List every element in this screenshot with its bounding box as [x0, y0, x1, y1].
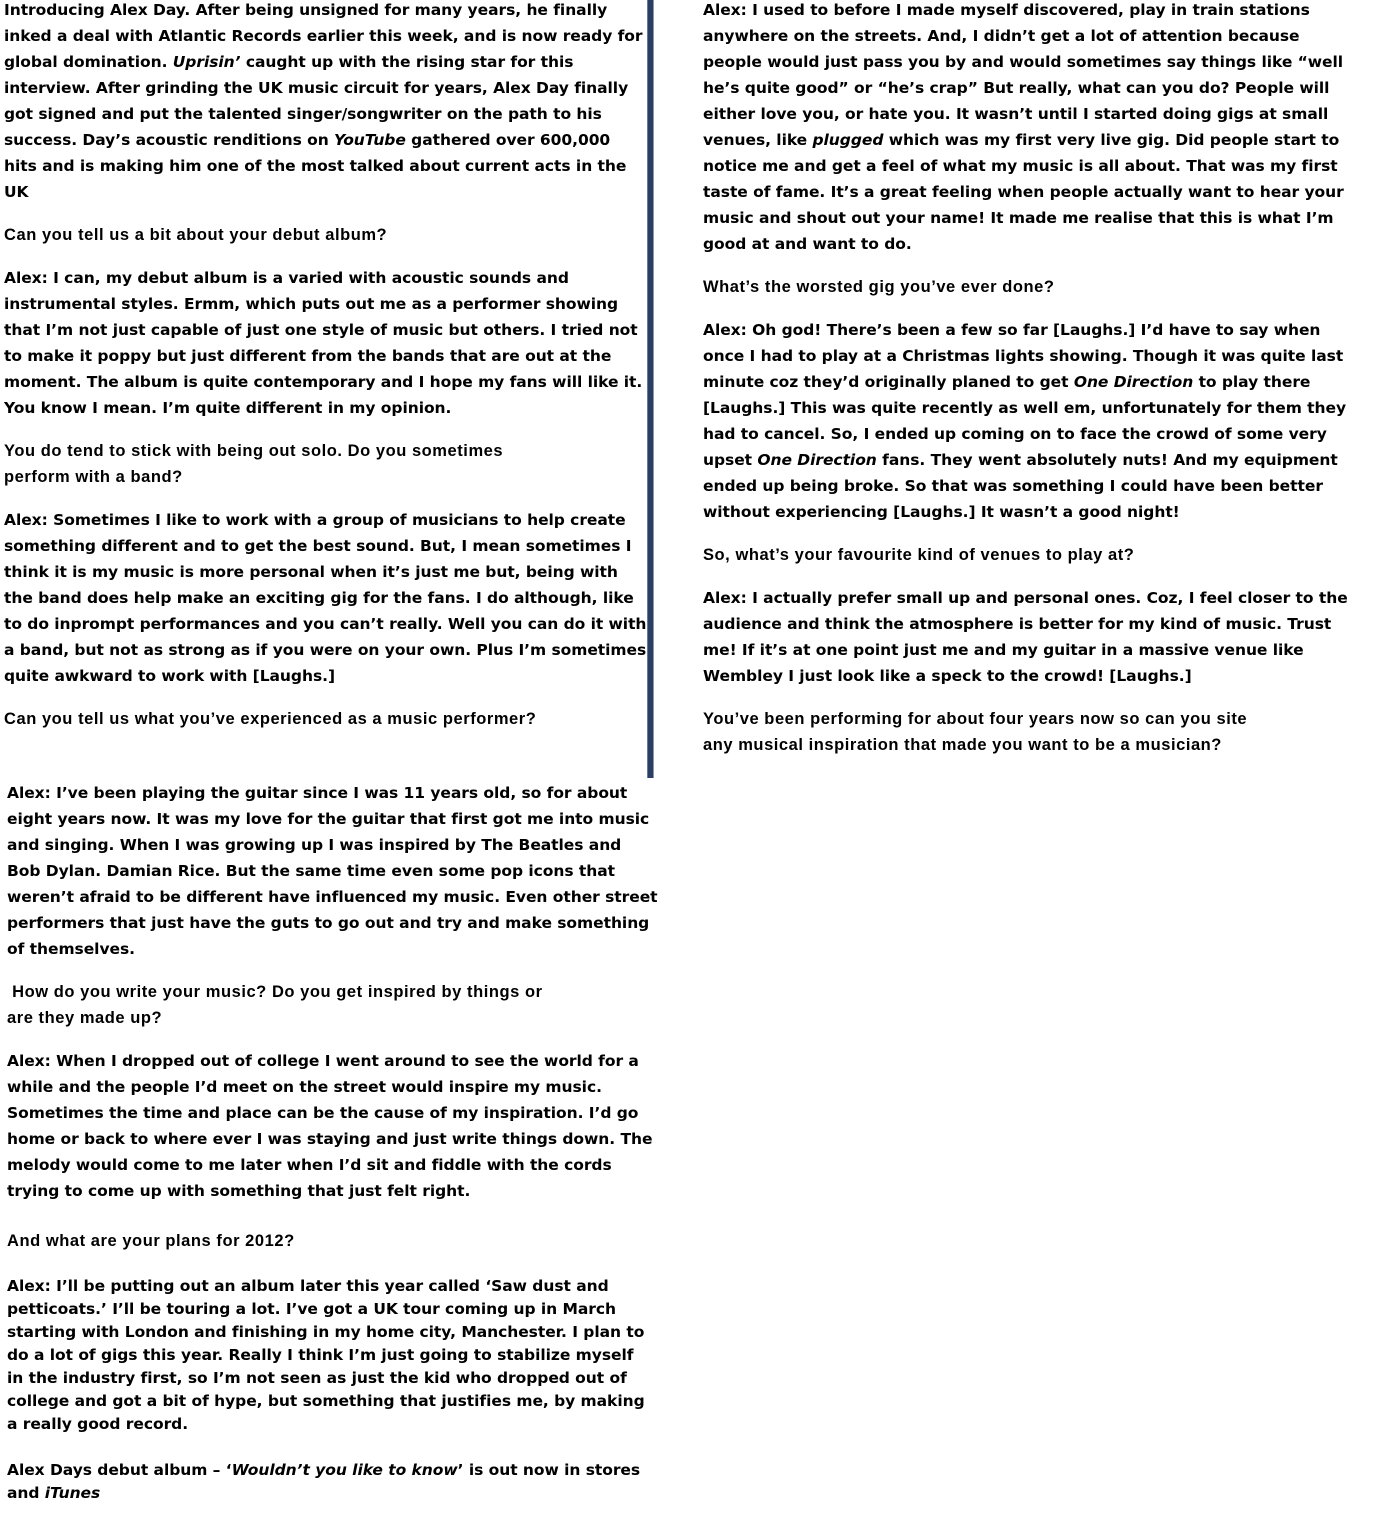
- text-line: that I’m not just capable of just one style of music but others. I tried not: [4, 321, 638, 339]
- text-line: people would just pass you by and would sometimes say things like “well: [703, 53, 1344, 71]
- answer-solo-band: [4, 507, 646, 689]
- answer-write-music: [7, 1048, 652, 1204]
- text-line: to do inprompt performances and you can’t really. Well you can do it with: [4, 615, 647, 633]
- intro-paragraph: [4, 0, 643, 205]
- text-line: Alex Days debut album – ‘Wouldn’t you like to know’ is out now in stores: [7, 1461, 641, 1479]
- italic-title: One Direction: [757, 451, 877, 469]
- closing-note: [7, 1459, 640, 1505]
- text-line: in the industry first, so I’m not seen as just the kid who dropped out of: [7, 1369, 627, 1387]
- question-musical-inspiration: [703, 706, 1247, 758]
- question-line: Can you tell us a bit about your debut album?: [4, 226, 388, 244]
- text-line: Bob Dylan. Damian Rice. But the same time even some pop icons that: [7, 862, 616, 880]
- text-line: interview. After grinding the UK music circuit for years, Alex Day finally: [4, 79, 629, 97]
- text-line: UK: [4, 183, 29, 201]
- question-worst-gig: [703, 274, 1054, 300]
- text-line: do a lot of gigs this year. Really I think I’m just going to stabilize myself: [7, 1346, 634, 1364]
- column-divider: [647, 0, 654, 778]
- text-line: trying to come up with something that just felt right.: [7, 1182, 471, 1200]
- text-line: notice me and get a feel of what my music is all about. That was my first: [703, 157, 1338, 175]
- text-line: instrumental styles. Ermm, which puts out me as a performer showing: [4, 295, 619, 313]
- text-line: Alex: Oh god! There’s been a few so far [Laughs.] I’d have to say when: [703, 321, 1321, 339]
- text-line: moment. The album is quite contemporary and I hope my fans will like it.: [4, 373, 643, 391]
- text-line: taste of fame. It’s a great feeling when people actually want to hear your: [703, 183, 1344, 201]
- text-line: petticoats.’ I’ll be touring a lot. I’ve got a UK tour coming up in March: [7, 1300, 617, 1318]
- text-line: something different and to get the best sound. But, I mean sometimes I: [4, 537, 632, 555]
- text-line: to make it poppy but just different from the bands that are out at the: [4, 347, 612, 365]
- text-line: inked a deal with Atlantic Records earlier this week, and is now ready for: [4, 27, 643, 45]
- text-line: eight years now. It was my love for the guitar that first got me into music: [7, 810, 650, 828]
- italic-title: Uprisin’: [172, 53, 241, 71]
- text-line: global domination. Uprisin’ caught up with the rising star for this: [4, 53, 574, 71]
- question-line: Can you tell us what you’ve experienced as a music performer?: [4, 710, 537, 728]
- text-line: venues, like plugged which was my first very live gig. Did people start to: [703, 131, 1340, 149]
- answer-experience: [7, 780, 658, 962]
- text-line: had to cancel. So, I ended up coming on to face the crowd of some very: [703, 425, 1327, 443]
- text-line: a really good record.: [7, 1415, 189, 1433]
- text-line: Alex: I can, my debut album is a varied with acoustic sounds and: [4, 269, 569, 287]
- text-line: and singing. When I was growing up I was inspired by The Beatles and: [7, 836, 622, 854]
- text-line: Alex: I used to before I made myself discovered, play in train stations: [703, 1, 1310, 19]
- text-line: a band, but not as strong as if you were on your own. Plus I’m sometimes: [4, 641, 647, 659]
- text-line: either love you, or hate you. It wasn’t until I started doing gigs at small: [703, 105, 1329, 123]
- text-line: anywhere on the streets. And, I didn’t get a lot of attention because: [703, 27, 1300, 45]
- text-line: while and the people I’d meet on the street would inspire my music.: [7, 1078, 602, 1096]
- question-experience: [4, 706, 536, 732]
- question-solo-band: [4, 438, 503, 490]
- answer-worst-gig: [703, 317, 1346, 525]
- text-line: once I had to play at a Christmas lights showing. Though it was quite last: [703, 347, 1344, 365]
- question-favourite-venues: [703, 542, 1134, 568]
- text-line: Alex: I’ve been playing the guitar since I was 11 years old, so for about: [7, 784, 628, 802]
- question-line: And what are your plans for 2012?: [7, 1232, 295, 1250]
- text-line: hits and is making him one of the most talked about current acts in the: [4, 157, 627, 175]
- text-line: [Laughs.] This was quite recently as well em, unfortunately for them they: [703, 399, 1347, 417]
- text-line: melody would come to me later when I’d sit and fiddle with the cords: [7, 1156, 612, 1174]
- question-write-music: [7, 979, 543, 1031]
- text-line: Alex: When I dropped out of college I went around to see the world for a: [7, 1052, 639, 1070]
- question-line: are they made up?: [7, 1009, 163, 1027]
- text-line: and iTunes: [7, 1484, 101, 1502]
- text-line: You know I mean. I’m quite different in my opinion.: [4, 399, 452, 417]
- text-line: Sometimes the time and place can be the cause of my inspiration. I’d go: [7, 1104, 639, 1122]
- text-line: upset One Direction fans. They went absolutely nuts! And my equipment: [703, 451, 1338, 469]
- text-line: performers that just have the guts to go out and try and make something: [7, 914, 650, 932]
- text-line: got signed and put the talented singer/songwriter on the path to his: [4, 105, 602, 123]
- text-line: good at and want to do.: [703, 235, 912, 253]
- text-line: Alex: I actually prefer small up and personal ones. Coz, I feel closer to the: [703, 589, 1348, 607]
- answer-debut-album: [4, 265, 642, 421]
- answer-experience-continued: [703, 0, 1344, 257]
- question-debut-album: [4, 222, 387, 248]
- question-line: So, what’s your favourite kind of venues to play at?: [703, 546, 1135, 564]
- question-line: any musical inspiration that made you want to be a musician?: [703, 736, 1222, 754]
- question-line: How do you write your music? Do you get inspired by things or: [7, 983, 543, 1001]
- text-line: me! If it’s at one point just me and my guitar in a massive venue like: [703, 641, 1304, 659]
- question-line: You’ve been performing for about four years now so can you site: [703, 710, 1248, 728]
- italic-title: iTunes: [44, 1484, 101, 1502]
- question-line: You do tend to stick with being out solo. Do you sometimes: [4, 442, 504, 460]
- text-line: Alex: I’ll be putting out an album later this year called ‘Saw dust and: [7, 1277, 609, 1295]
- question-line: What’s the worsted gig you’ve ever done?: [703, 278, 1055, 296]
- text-line: he’s quite good” or “he’s crap” But really, what can you do? People will: [703, 79, 1330, 97]
- italic-title: YouTube: [334, 131, 406, 149]
- italic-title: Wouldn’t you like to know: [231, 1461, 458, 1479]
- text-line: starting with London and finishing in my home city, Manchester. I plan to: [7, 1323, 645, 1341]
- text-line: success. Day’s acoustic renditions on YouTube gathered over 600,000: [4, 131, 611, 149]
- text-line: the band does help make an exciting gig for the fans. I do although, like: [4, 589, 634, 607]
- text-line: minute coz they’d originally planed to get One Direction to play there: [703, 373, 1311, 391]
- italic-title: plugged: [812, 131, 884, 149]
- text-line: quite awkward to work with [Laughs.]: [4, 667, 335, 685]
- text-line: ended up being broke. So that was something I could have been better: [703, 477, 1323, 495]
- text-line: think it is my music is more personal when it’s just me but, being with: [4, 563, 618, 581]
- text-line: music and shout out your name! It made me realise that this is what I’m: [703, 209, 1334, 227]
- text-line: audience and think the atmosphere is better for my kind of music. Trust: [703, 615, 1332, 633]
- text-line: weren’t afraid to be different have influenced my music. Even other street: [7, 888, 658, 906]
- text-line: college and got a bit of hype, but something that justifies me, by making: [7, 1392, 645, 1410]
- text-line: Introducing Alex Day. After being unsigned for many years, he finally: [4, 1, 608, 19]
- text-line: without experiencing [Laughs.] It wasn’t a good night!: [703, 503, 1180, 521]
- text-line: Alex: Sometimes I like to work with a group of musicians to help create: [4, 511, 626, 529]
- italic-title: One Direction: [1073, 373, 1194, 391]
- question-line: perform with a band?: [4, 468, 183, 486]
- answer-favourite-venues: [703, 585, 1348, 689]
- text-line: Wembley I just look like a speck to the crowd! [Laughs.]: [703, 667, 1192, 685]
- text-line: home or back to where ever I was staying and just write things down. The: [7, 1130, 653, 1148]
- answer-plans-2012: [7, 1275, 645, 1436]
- question-plans-2012: [7, 1228, 295, 1254]
- text-line: of themselves.: [7, 940, 135, 958]
